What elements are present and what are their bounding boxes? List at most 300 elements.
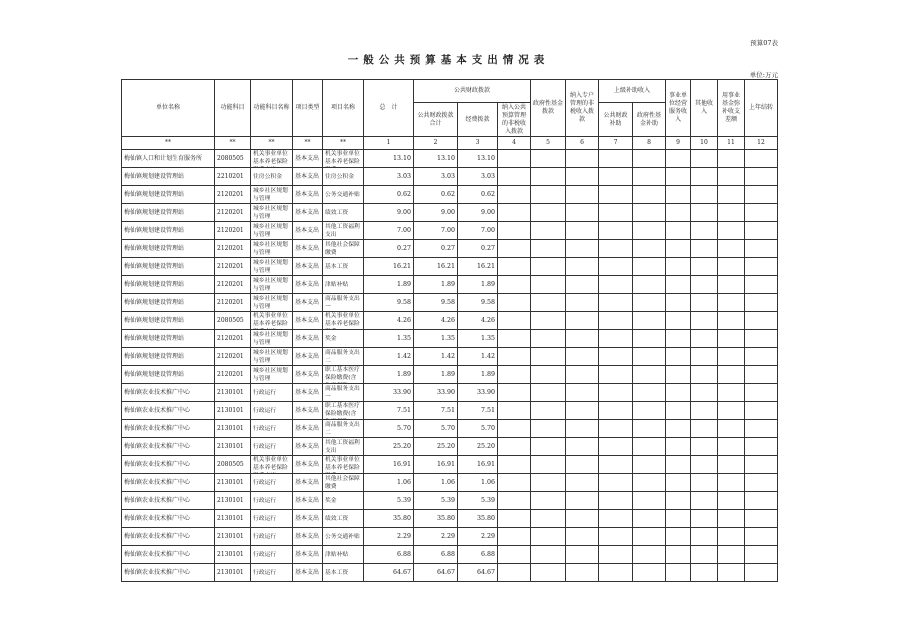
cell-public-fiscal-sum: 5.39 — [414, 492, 458, 510]
cell-proj-name-text: 商品服务支出一 — [325, 295, 360, 310]
cell-empty — [718, 276, 745, 294]
cell-empty — [691, 456, 718, 474]
cell-unit-name: 梅仙镇人口和计划生育服务所 — [122, 150, 215, 168]
cell-empty — [666, 492, 691, 510]
cell-total: 0.62 — [364, 186, 414, 204]
cell-empty — [633, 474, 666, 492]
cell-unit-name: 梅仙镇规划建设管理站 — [122, 240, 215, 258]
cell-proj-name — [323, 186, 364, 204]
cell-empty — [666, 564, 691, 582]
cell-funding: 9.00 — [458, 204, 498, 222]
cell-empty — [633, 312, 666, 330]
cell-empty — [498, 186, 531, 204]
cell-empty — [566, 222, 599, 240]
header-func-code: 功能科目 — [215, 80, 251, 137]
header-nontax-budget: 纳入公共预算管理的非税收入拨款 — [498, 103, 531, 137]
cell-public-fiscal-sum: 1.35 — [414, 330, 458, 348]
cell-empty — [745, 402, 778, 420]
cell-func-name-text: 住房公积金 — [253, 173, 282, 180]
index-cell: 1 — [364, 137, 414, 150]
cell-proj-type: 基本支出 — [293, 240, 323, 258]
cell-empty — [718, 330, 745, 348]
cell-func-name-text: 城乡社区规划与管理 — [253, 331, 288, 346]
cell-func-name — [251, 276, 293, 294]
cell-func-code: 2130101 — [215, 384, 251, 402]
cell-proj-name — [323, 546, 364, 564]
index-cell: 2 — [414, 137, 458, 150]
cell-func-name — [251, 510, 293, 528]
cell-proj-name — [323, 474, 364, 492]
cell-empty — [666, 546, 691, 564]
header-proj-type: 项目类型 — [293, 80, 323, 137]
cell-func-name — [251, 168, 293, 186]
header-gov-fund: 政府性基金拨款 — [531, 80, 566, 137]
cell-func-code: 2130101 — [215, 474, 251, 492]
cell-func-name-text: 城乡社区规划与管理 — [253, 259, 288, 274]
cell-empty — [566, 420, 599, 438]
cell-func-code: 2210201 — [215, 168, 251, 186]
cell-empty — [691, 168, 718, 186]
cell-empty — [666, 312, 691, 330]
cell-empty — [666, 366, 691, 384]
cell-empty — [691, 330, 718, 348]
cell-unit-name: 梅仙镇规划建设管理站 — [122, 258, 215, 276]
cell-total: 1.89 — [364, 366, 414, 384]
cell-func-code: 2120201 — [215, 240, 251, 258]
cell-empty — [498, 168, 531, 186]
cell-empty — [599, 348, 633, 366]
cell-empty — [691, 222, 718, 240]
cell-empty — [599, 168, 633, 186]
cell-func-code: 2120201 — [215, 366, 251, 384]
cell-total: 13.10 — [364, 150, 414, 168]
cell-proj-name-text: 奖金 — [325, 335, 337, 342]
table-row — [122, 204, 778, 222]
cell-proj-name-text: 基本工资 — [325, 263, 349, 270]
cell-func-name-text: 行政运行 — [253, 479, 277, 486]
cell-proj-name — [323, 240, 364, 258]
cell-func-name — [251, 240, 293, 258]
header-business-income: 事业单位经营服务收入 — [666, 80, 691, 137]
cell-func-code: 2120201 — [215, 186, 251, 204]
cell-public-fiscal-sum: 6.88 — [414, 546, 458, 564]
cell-empty — [566, 240, 599, 258]
cell-empty — [718, 438, 745, 456]
cell-empty — [666, 384, 691, 402]
cell-func-name-text: 城乡社区规划与管理 — [253, 205, 288, 220]
cell-empty — [666, 456, 691, 474]
index-cell: 3 — [458, 137, 498, 150]
cell-unit-name: 梅仙镇农业技术推广中心 — [122, 564, 215, 582]
cell-empty — [718, 168, 745, 186]
cell-empty — [666, 204, 691, 222]
cell-func-code: 2130101 — [215, 546, 251, 564]
cell-func-name — [251, 420, 293, 438]
cell-empty — [531, 492, 566, 510]
cell-empty — [566, 492, 599, 510]
cell-unit-name: 梅仙镇农业技术推广中心 — [122, 510, 215, 528]
cell-total: 0.27 — [364, 240, 414, 258]
cell-funding: 1.06 — [458, 474, 498, 492]
header-special-account: 纳入专户管理的非税收入拨款 — [566, 80, 599, 137]
cell-public-fiscal-sum: 9.58 — [414, 294, 458, 312]
cell-public-fiscal-sum: 16.21 — [414, 258, 458, 276]
cell-empty — [718, 564, 745, 582]
cell-func-name — [251, 564, 293, 582]
cell-empty — [633, 186, 666, 204]
cell-proj-type: 基本支出 — [293, 258, 323, 276]
cell-empty — [718, 474, 745, 492]
cell-proj-name-text: 商品服务支出一 — [325, 385, 360, 400]
cell-func-code: 2120201 — [215, 222, 251, 240]
cell-func-name-text: 行政运行 — [253, 497, 277, 504]
cell-empty — [599, 366, 633, 384]
cell-func-code: 2130101 — [215, 438, 251, 456]
cell-empty — [566, 348, 599, 366]
cell-func-name — [251, 204, 293, 222]
cell-empty — [633, 240, 666, 258]
cell-empty — [691, 546, 718, 564]
cell-empty — [599, 456, 633, 474]
cell-func-code: 2120201 — [215, 348, 251, 366]
cell-empty — [745, 312, 778, 330]
cell-empty — [566, 258, 599, 276]
cell-total: 5.39 — [364, 492, 414, 510]
cell-func-name — [251, 186, 293, 204]
cell-empty — [599, 258, 633, 276]
cell-proj-type: 基本支出 — [293, 510, 323, 528]
cell-empty — [599, 276, 633, 294]
cell-empty — [745, 330, 778, 348]
cell-public-fiscal-sum: 1.42 — [414, 348, 458, 366]
index-cell: 6 — [566, 137, 599, 150]
cell-proj-name-text: 其他社会保障缴费 — [325, 475, 360, 490]
cell-public-fiscal-sum: 1.89 — [414, 366, 458, 384]
cell-proj-name — [323, 384, 364, 402]
cell-proj-type: 基本支出 — [293, 204, 323, 222]
cell-empty — [633, 384, 666, 402]
cell-empty — [666, 222, 691, 240]
table-row — [122, 402, 778, 420]
cell-unit-name: 梅仙镇规划建设管理站 — [122, 222, 215, 240]
index-cell: 10 — [691, 137, 718, 150]
cell-empty — [633, 222, 666, 240]
cell-funding: 33.90 — [458, 384, 498, 402]
cell-empty — [718, 240, 745, 258]
cell-empty — [745, 186, 778, 204]
cell-empty — [718, 294, 745, 312]
cell-empty — [691, 438, 718, 456]
cell-func-code: 2120201 — [215, 330, 251, 348]
cell-total: 9.58 — [364, 294, 414, 312]
cell-empty — [498, 222, 531, 240]
cell-total: 33.90 — [364, 384, 414, 402]
cell-proj-name — [323, 438, 364, 456]
cell-empty — [633, 420, 666, 438]
cell-empty — [498, 312, 531, 330]
page-title: 一般公共预算基本支出情况表 — [347, 54, 550, 66]
cell-empty — [599, 492, 633, 510]
index-cell: ** — [323, 137, 364, 150]
cell-empty — [498, 276, 531, 294]
header-unit-name: 单位名称 — [122, 80, 215, 137]
cell-empty — [691, 402, 718, 420]
cell-funding: 2.29 — [458, 528, 498, 546]
index-cell: 5 — [531, 137, 566, 150]
header-total: 总 计 — [364, 80, 414, 137]
cell-empty — [745, 258, 778, 276]
cell-proj-name — [323, 492, 364, 510]
cell-empty — [718, 222, 745, 240]
cell-total: 1.06 — [364, 474, 414, 492]
cell-func-code: 2130101 — [215, 492, 251, 510]
cell-func-name — [251, 546, 293, 564]
index-cell: ** — [122, 137, 215, 150]
cell-empty — [566, 294, 599, 312]
cell-func-name — [251, 150, 293, 168]
cell-func-name — [251, 492, 293, 510]
cell-empty — [718, 456, 745, 474]
cell-funding: 1.42 — [458, 348, 498, 366]
cell-empty — [566, 150, 599, 168]
cell-total: 4.26 — [364, 312, 414, 330]
cell-proj-name-text: 公务交通补贴 — [325, 191, 360, 198]
cell-empty — [745, 528, 778, 546]
cell-unit-name: 梅仙镇规划建设管理站 — [122, 348, 215, 366]
cell-func-name-text: 城乡社区规划与管理 — [253, 187, 288, 202]
cell-empty — [666, 402, 691, 420]
cell-empty — [718, 420, 745, 438]
cell-empty — [718, 510, 745, 528]
cell-proj-name-text: 绩效工资 — [325, 515, 349, 522]
cell-empty — [745, 510, 778, 528]
cell-empty — [691, 312, 718, 330]
header-superior-subsidy: 上级补助收入 — [599, 80, 666, 103]
cell-func-name-text: 行政运行 — [253, 515, 277, 522]
cell-empty — [498, 474, 531, 492]
cell-empty — [566, 384, 599, 402]
cell-proj-name — [323, 366, 364, 384]
cell-proj-name — [323, 294, 364, 312]
cell-public-fiscal-sum: 35.80 — [414, 510, 458, 528]
cell-empty — [691, 276, 718, 294]
table-row — [122, 438, 778, 456]
cell-proj-name-text: 机关事业单位基本养老保险 — [325, 313, 360, 327]
cell-empty — [745, 276, 778, 294]
cell-empty — [633, 402, 666, 420]
cell-unit-name: 梅仙镇农业技术推广中心 — [122, 402, 215, 420]
cell-empty — [531, 528, 566, 546]
cell-empty — [745, 474, 778, 492]
cell-proj-type: 基本支出 — [293, 384, 323, 402]
cell-empty — [566, 528, 599, 546]
cell-empty — [666, 276, 691, 294]
cell-empty — [718, 492, 745, 510]
cell-empty — [691, 150, 718, 168]
cell-empty — [498, 258, 531, 276]
cell-proj-name — [323, 150, 364, 168]
cell-public-fiscal-sum: 0.27 — [414, 240, 458, 258]
cell-func-name — [251, 294, 293, 312]
cell-funding: 3.03 — [458, 168, 498, 186]
cell-proj-name — [323, 348, 364, 366]
cell-empty — [745, 168, 778, 186]
header-carryover: 上年结转 — [745, 80, 778, 137]
cell-empty — [599, 204, 633, 222]
cell-empty — [498, 294, 531, 312]
cell-proj-name — [323, 510, 364, 528]
cell-empty — [498, 204, 531, 222]
cell-empty — [691, 492, 718, 510]
cell-public-fiscal-sum: 7.00 — [414, 222, 458, 240]
cell-public-fiscal-sum: 7.51 — [414, 402, 458, 420]
cell-total: 5.70 — [364, 420, 414, 438]
cell-empty — [691, 366, 718, 384]
cell-empty — [633, 168, 666, 186]
cell-empty — [498, 564, 531, 582]
cell-empty — [566, 330, 599, 348]
cell-public-fiscal-sum: 1.06 — [414, 474, 458, 492]
cell-empty — [745, 222, 778, 240]
cell-proj-type: 基本支出 — [293, 402, 323, 420]
cell-empty — [531, 474, 566, 492]
cell-proj-type: 基本支出 — [293, 312, 323, 330]
cell-empty — [566, 366, 599, 384]
cell-empty — [599, 546, 633, 564]
header-proj-name: 项目名称 — [323, 80, 364, 137]
cell-proj-name-text: 其他工资福利支出 — [325, 439, 360, 454]
table-row — [122, 348, 778, 366]
index-row — [122, 137, 778, 150]
cell-func-code: 2130101 — [215, 564, 251, 582]
cell-empty — [531, 546, 566, 564]
cell-empty — [566, 204, 599, 222]
cell-empty — [745, 438, 778, 456]
cell-empty — [745, 546, 778, 564]
cell-funding: 0.27 — [458, 240, 498, 258]
cell-empty — [666, 258, 691, 276]
cell-proj-name-text: 职工基本医疗保险缴费(含 — [325, 367, 360, 381]
cell-proj-name — [323, 402, 364, 420]
cell-empty — [666, 528, 691, 546]
cell-proj-name — [323, 258, 364, 276]
cell-empty — [718, 312, 745, 330]
cell-proj-name — [323, 420, 364, 438]
cell-empty — [633, 546, 666, 564]
cell-func-name-text: 机关事业单位基本养老保险 — [253, 313, 288, 327]
table-row — [122, 222, 778, 240]
cell-public-fiscal-sum: 13.10 — [414, 150, 458, 168]
cell-func-name-text: 行政运行 — [253, 569, 277, 576]
cell-empty — [745, 384, 778, 402]
table-row — [122, 420, 778, 438]
cell-proj-name — [323, 276, 364, 294]
cell-total: 6.88 — [364, 546, 414, 564]
table-row — [122, 276, 778, 294]
cell-empty — [599, 564, 633, 582]
cell-unit-name: 梅仙镇农业技术推广中心 — [122, 528, 215, 546]
table-row — [122, 150, 778, 168]
table-row — [122, 294, 778, 312]
cell-func-name — [251, 312, 293, 330]
cell-empty — [633, 348, 666, 366]
cell-proj-name-text: 奖金 — [325, 497, 337, 504]
cell-proj-type: 基本支出 — [293, 528, 323, 546]
cell-empty — [666, 474, 691, 492]
cell-funding: 1.89 — [458, 366, 498, 384]
cell-empty — [691, 384, 718, 402]
cell-empty — [599, 528, 633, 546]
cell-proj-name-text: 机关事业单位基本养老保险 — [325, 151, 360, 165]
cell-empty — [599, 402, 633, 420]
cell-empty — [745, 150, 778, 168]
cell-empty — [599, 294, 633, 312]
cell-empty — [566, 456, 599, 474]
cell-empty — [691, 258, 718, 276]
cell-func-code: 2120201 — [215, 276, 251, 294]
cell-proj-name-text: 商品服务支出二 — [325, 349, 360, 364]
cell-total: 25.20 — [364, 438, 414, 456]
cell-empty — [599, 150, 633, 168]
cell-empty — [599, 222, 633, 240]
cell-empty — [633, 564, 666, 582]
cell-total: 16.91 — [364, 456, 414, 474]
cell-empty — [633, 366, 666, 384]
cell-funding: 5.39 — [458, 492, 498, 510]
cell-total: 9.00 — [364, 204, 414, 222]
cell-proj-name-text: 绩效工资 — [325, 209, 349, 216]
table-row — [122, 240, 778, 258]
cell-funding: 13.10 — [458, 150, 498, 168]
cell-proj-name-text: 住房公积金 — [325, 173, 354, 180]
cell-empty — [633, 204, 666, 222]
cell-empty — [566, 168, 599, 186]
cell-public-fiscal-sum: 64.67 — [414, 564, 458, 582]
table-row — [122, 492, 778, 510]
cell-func-name — [251, 474, 293, 492]
budget-table — [121, 79, 778, 582]
index-cell: ** — [251, 137, 293, 150]
cell-func-name-text: 行政运行 — [253, 533, 277, 540]
cell-proj-name-text: 津贴补贴 — [325, 281, 349, 288]
cell-empty — [718, 348, 745, 366]
cell-func-name-text: 城乡社区规划与管理 — [253, 223, 288, 238]
cell-empty — [498, 492, 531, 510]
cell-empty — [498, 348, 531, 366]
cell-funding: 64.67 — [458, 564, 498, 582]
cell-empty — [691, 348, 718, 366]
cell-empty — [566, 276, 599, 294]
cell-unit-name: 梅仙镇规划建设管理站 — [122, 168, 215, 186]
cell-empty — [531, 258, 566, 276]
cell-empty — [498, 546, 531, 564]
cell-proj-type: 基本支出 — [293, 276, 323, 294]
cell-proj-name-text: 津贴补贴 — [325, 551, 349, 558]
index-cell: 7 — [599, 137, 633, 150]
cell-empty — [498, 402, 531, 420]
cell-public-fiscal-sum: 5.70 — [414, 420, 458, 438]
cell-unit-name: 梅仙镇农业技术推广中心 — [122, 384, 215, 402]
cell-empty — [633, 492, 666, 510]
cell-empty — [718, 258, 745, 276]
cell-funding: 6.88 — [458, 546, 498, 564]
cell-proj-name — [323, 564, 364, 582]
cell-empty — [531, 564, 566, 582]
cell-unit-name: 梅仙镇农业技术推广中心 — [122, 474, 215, 492]
cell-func-name-text: 行政运行 — [253, 407, 277, 414]
cell-proj-name — [323, 330, 364, 348]
cell-func-name — [251, 438, 293, 456]
